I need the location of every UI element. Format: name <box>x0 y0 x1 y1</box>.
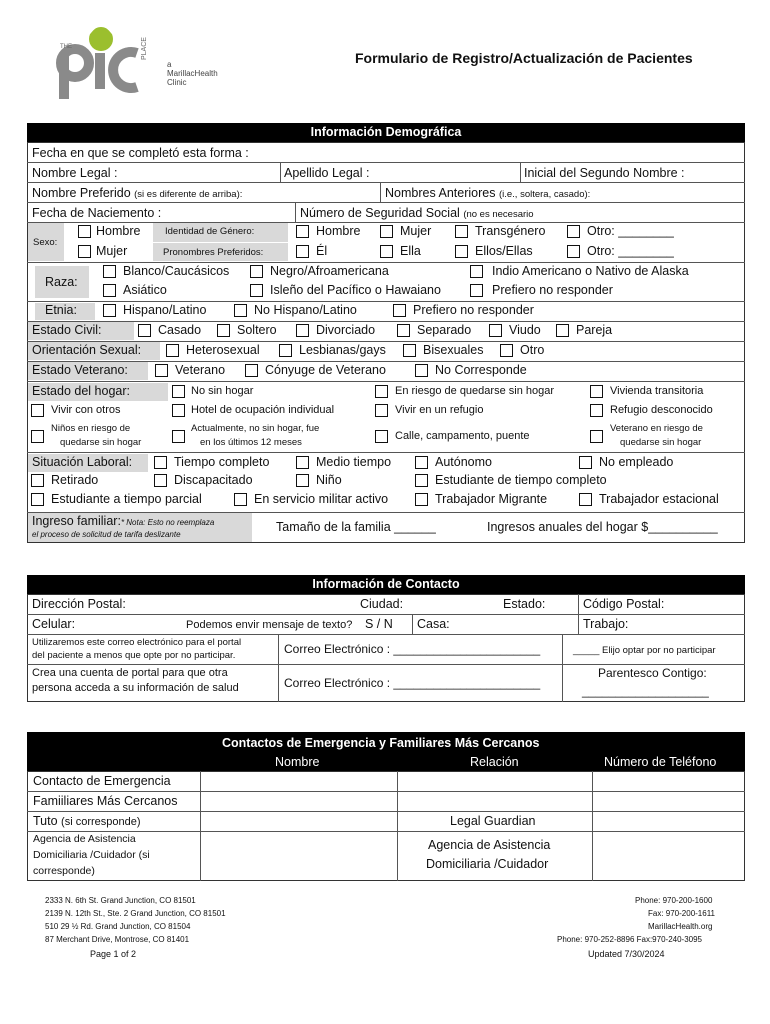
civil-viudo-checkbox[interactable] <box>489 324 502 337</box>
vet-vet-label: Veterano <box>175 363 226 377</box>
sexo-hombre-checkbox[interactable] <box>78 225 91 238</box>
hogar-vivtrans-label: Vivienda transitoria <box>610 385 704 397</box>
vet-nocor-label: No Corresponde <box>435 363 527 377</box>
logo-clinic-2: Clinic <box>167 78 187 87</box>
apellido-legal-label: Apellido Legal : <box>284 166 370 180</box>
etnia-label: Etnia: <box>45 303 77 317</box>
ssn-label: Número de Seguridad Social (no es necesario <box>300 206 534 220</box>
nombre-preferido-label: Nombre Preferido (si es diferente de arriba): <box>32 186 243 200</box>
demographic-header: Información Demográfica <box>27 123 745 142</box>
civil-casado-checkbox[interactable] <box>138 324 151 337</box>
correo-2[interactable]: Correo Electrónico : ______________________ <box>284 676 541 690</box>
row-tutor: Tuto (si corresponde) <box>33 814 141 828</box>
lab-disc-label: Discapacitado <box>174 473 253 487</box>
row-agencia-relacion-2: Domiciliaria /Cuidador <box>426 857 549 871</box>
lab-nino-label: Niño <box>316 473 342 487</box>
vet-cony-checkbox[interactable] <box>245 364 258 377</box>
lab-auto-label: Autónomo <box>435 455 492 469</box>
casa-label: Casa: <box>417 617 450 631</box>
raza-negro-label: Negro/Afroamericana <box>270 264 389 278</box>
hogar-hotel-checkbox[interactable] <box>172 404 185 417</box>
pron-ella-label: Ella <box>400 244 421 258</box>
raza-asiatico-label: Asiático <box>123 283 167 297</box>
civil-sep-label: Separado <box>417 323 472 337</box>
civil-pareja-checkbox[interactable] <box>556 324 569 337</box>
hogar-calle-checkbox[interactable] <box>375 430 388 443</box>
raza-negro-checkbox[interactable] <box>250 265 263 278</box>
orientacion-label: Orientación Sexual: <box>32 343 142 357</box>
cuenta-note-2: persona acceda a su información de salud <box>32 682 239 694</box>
civil-casado-label: Casado <box>158 323 202 337</box>
laboral-label: Situación Laboral: <box>32 455 133 469</box>
pron-el-checkbox[interactable] <box>296 245 309 258</box>
orient-otro-label: Otro <box>520 343 545 357</box>
contact-header: Información de Contacto <box>27 575 745 594</box>
codigo-label: Código Postal: <box>583 597 665 611</box>
civil-viudo-label: Viudo <box>509 323 541 337</box>
sexo-hombre-label: Hombre <box>96 224 141 238</box>
row-familiares: Famiiliares Más Cercanos <box>33 794 178 808</box>
hogar-calle-label: Calle, campamento, puente <box>395 430 530 442</box>
ciudad-label: Ciudad: <box>360 597 404 611</box>
civil-div-checkbox[interactable] <box>296 324 309 337</box>
etnia-hisp-checkbox[interactable] <box>103 304 116 317</box>
footer-fax: Fax: 970-200-1611 <box>648 909 716 918</box>
pron-el-label: Él <box>316 244 328 258</box>
col-nombre: Nombre <box>275 755 320 769</box>
lab-estp-checkbox[interactable] <box>31 493 44 506</box>
footer-address-1: 2333 N. 6th St. Grand Junction, CO 81501 <box>45 896 196 905</box>
lab-migr-label: Trabajador Migrante <box>435 492 548 506</box>
lab-migr-checkbox[interactable] <box>415 493 428 506</box>
veterano-label: Estado Veterano: <box>32 363 128 377</box>
genero-otro-checkbox[interactable] <box>567 225 580 238</box>
footer-phone: Phone: 970-200-1600 <box>635 896 713 905</box>
cuenta-note-1: Crea una cuenta de portal para que otra <box>32 667 228 679</box>
lab-disc-checkbox[interactable] <box>154 474 167 487</box>
col-relacion: Relación <box>470 755 519 769</box>
trabajo-label: Trabajo: <box>583 617 629 631</box>
hogar-refugio-checkbox[interactable] <box>375 404 388 417</box>
raza-isleno-checkbox[interactable] <box>250 284 263 297</box>
etnia-prefiero-label: Prefiero no responder <box>413 303 534 317</box>
hogar-actual-label-2: en los últimos 12 meses <box>200 437 302 448</box>
estado-label: Estado: <box>503 597 546 611</box>
row-tutor-relacion: Legal Guardian <box>450 814 536 828</box>
page-title: Formulario de Registro/Actualización de Pacientes <box>355 50 693 66</box>
orient-bi-checkbox[interactable] <box>403 344 416 357</box>
correo-1[interactable]: Correo Electrónico : ______________________ <box>284 642 541 656</box>
col-telefono: Número de Teléfono <box>604 755 717 769</box>
parentesco-line[interactable]: ___________________ <box>582 684 709 698</box>
lab-estac-label: Trabajador estacional <box>599 492 719 506</box>
civil-sep-checkbox[interactable] <box>397 324 410 337</box>
row-agencia-2: Domiciliaria /Cuidador (si <box>33 849 150 861</box>
ingreso-label: Ingreso familiar:* Nota: Esto no reemplaza <box>32 514 215 528</box>
ingreso-note-2: el proceso de solicitud de tarifa deslizante <box>32 530 181 539</box>
logo-a: a <box>167 60 172 69</box>
pron-ella-checkbox[interactable] <box>380 245 393 258</box>
civil-div-label: Divorciado <box>316 323 376 337</box>
lab-esttc-checkbox[interactable] <box>415 474 428 487</box>
hogar-refugio-label: Vivir en un refugio <box>395 404 484 416</box>
email-note-1: Utilizaremos este correo electrónico para el portal <box>32 637 242 648</box>
lab-estp-label: Estudiante a tiempo parcial <box>51 492 202 506</box>
pron-otro-checkbox[interactable] <box>567 245 580 258</box>
raza-prefiero-checkbox[interactable] <box>470 284 483 297</box>
genero-trans-checkbox[interactable] <box>455 225 468 238</box>
hogar-label: Estado del hogar: <box>32 384 130 398</box>
genero-hombre-label: Hombre <box>316 224 361 238</box>
orient-lesb-checkbox[interactable] <box>279 344 292 357</box>
civil-pareja-label: Pareja <box>576 323 613 337</box>
hogar-ninos-label-1: Niños en riesgo de <box>51 423 131 434</box>
elijo-optout[interactable]: _____ Elijo optar por no participar <box>573 645 716 656</box>
orient-otro-checkbox[interactable] <box>500 344 513 357</box>
civil-label: Estado Civil: <box>32 323 102 337</box>
lab-noemp-checkbox[interactable] <box>579 456 592 469</box>
email-note-2: del paciente a menos que opte por no participar. <box>32 650 236 661</box>
raza-blanco-label: Blanco/Caucásicos <box>123 264 230 278</box>
hogar-nosin-checkbox[interactable] <box>172 385 185 398</box>
lab-estac-checkbox[interactable] <box>579 493 592 506</box>
pron-ellos-label: Ellos/Ellas <box>475 244 533 258</box>
orient-hetero-label: Heterosexual <box>186 343 260 357</box>
nombre-legal-label: Nombre Legal : <box>32 166 118 180</box>
emergency-title: Contactos de Emergencia y Familiares Más Cercanos <box>222 736 540 750</box>
lab-mt-label: Medio tiempo <box>316 455 392 469</box>
parentesco-label: Parentesco Contigo: <box>598 666 707 680</box>
genero-mujer-checkbox[interactable] <box>380 225 393 238</box>
sexo-mujer-label: Mujer <box>96 244 128 258</box>
logo-place: PLACE <box>141 37 148 60</box>
page-number: Page 1 of 2 <box>90 949 137 959</box>
hogar-nosin-label: No sin hogar <box>191 385 254 397</box>
nombres-anteriores-label: Nombres Anteriores (i.e., soltera, casado): <box>385 186 591 200</box>
row-agencia-3: corresponde) <box>33 865 95 877</box>
orient-hetero-checkbox[interactable] <box>166 344 179 357</box>
footer-montrose: Phone: 970-252-8896 Fax:970-240-3095 <box>557 935 702 944</box>
lab-ret-label: Retirado <box>51 473 99 487</box>
vet-vet-checkbox[interactable] <box>155 364 168 377</box>
lab-tc-checkbox[interactable] <box>154 456 167 469</box>
footer-address-3: 510 29 ½ Rd. Grand Junction, CO 81504 <box>45 922 191 931</box>
lab-mil-checkbox[interactable] <box>234 493 247 506</box>
orient-bi-label: Bisexuales <box>423 343 484 357</box>
hogar-riesgo-checkbox[interactable] <box>375 385 388 398</box>
lab-ret-checkbox[interactable] <box>31 474 44 487</box>
lab-noemp-label: No empleado <box>599 455 674 469</box>
footer-updated: Updated 7/30/2024 <box>588 949 665 959</box>
lab-mt-checkbox[interactable] <box>296 456 309 469</box>
texto-sn[interactable]: S / N <box>365 617 393 631</box>
identidad-label: Identidad de Género: <box>165 226 255 237</box>
etnia-prefiero-checkbox[interactable] <box>393 304 406 317</box>
celular-label: Celular: <box>32 617 76 631</box>
genero-mujer-label: Mujer <box>400 224 432 238</box>
etnia-nohisp-label: No Hispano/Latino <box>254 303 357 317</box>
row-contacto-emergencia: Contacto de Emergencia <box>33 774 171 788</box>
hogar-actual-label-1: Actualmente, no sin hogar, fue <box>191 423 320 434</box>
genero-otro-label: Otro: ________ <box>587 224 674 238</box>
row-agencia-relacion-1: Agencia de Asistencia <box>428 838 551 852</box>
hogar-ninos-label-2: quedarse sin hogar <box>60 437 142 448</box>
lab-mil-label: En servicio militar activo <box>254 492 389 506</box>
row-agencia-1: Agencia de Asistencia <box>33 833 136 845</box>
vet-nocor-checkbox[interactable] <box>415 364 428 377</box>
ingresos-anuales: Ingresos anuales del hogar $__________ <box>487 520 718 534</box>
hogar-ninos-checkbox[interactable] <box>31 430 44 443</box>
vet-cony-label: Cónyuge de Veterano <box>265 363 386 377</box>
footer-address-4: 87 Merchant Drive, Montrose, CO 81401 <box>45 935 190 944</box>
pronombres-label: Pronombres Preferidos: <box>163 247 264 258</box>
pron-ellos-checkbox[interactable] <box>455 245 468 258</box>
inicial-label: Inicial del Segundo Nombre : <box>524 166 685 180</box>
hogar-vivtrans-checkbox[interactable] <box>590 385 603 398</box>
etnia-hisp-label: Hispano/Latino <box>123 303 207 317</box>
texto-question: Podemos envir mensaje de texto? <box>186 619 353 631</box>
hogar-otros-checkbox[interactable] <box>31 404 44 417</box>
raza-indio-checkbox[interactable] <box>470 265 483 278</box>
sexo-mujer-checkbox[interactable] <box>78 245 91 258</box>
raza-asiatico-checkbox[interactable] <box>103 284 116 297</box>
raza-prefiero-label: Prefiero no responder <box>492 283 613 297</box>
lab-esttc-label: Estudiante de tiempo completo <box>435 473 607 487</box>
tamano-familia: Tamaño de la familia ______ <box>276 520 436 534</box>
logo-the: THE <box>60 44 72 50</box>
direccion-label: Dirección Postal: <box>32 597 126 611</box>
logo-clinic-1: MarillacHealth <box>167 69 218 78</box>
hogar-hotel-label: Hotel de ocupación individual <box>191 404 335 416</box>
orient-lesb-label: Lesbianas/gays <box>299 343 386 357</box>
lab-nino-checkbox[interactable] <box>296 474 309 487</box>
hogar-vetr-checkbox[interactable] <box>590 430 603 443</box>
hogar-vetr-label-1: Veterano en riesgo de <box>610 423 703 434</box>
genero-trans-label: Transgénero <box>475 224 546 238</box>
sexo-label: Sexo: <box>33 237 58 248</box>
footer-address-2: 2139 N. 12th St., Ste. 2 Grand Junction, CO 81501 <box>45 909 226 918</box>
raza-isleno-label: Isleño del Pacífico o Hawaiano <box>270 283 441 297</box>
raza-blanco-checkbox[interactable] <box>103 265 116 278</box>
lab-auto-checkbox[interactable] <box>415 456 428 469</box>
civil-soltero-label: Soltero <box>237 323 277 337</box>
hogar-otros-label: Vivir con otros <box>51 404 121 416</box>
hogar-actual-checkbox[interactable] <box>172 430 185 443</box>
fecha-nacimiento-label: Fecha de Naciemento : <box>32 206 162 220</box>
hogar-riesgo-label: En riesgo de quedarse sin hogar <box>395 385 554 397</box>
raza-label: Raza: <box>45 275 78 289</box>
hogar-vetr-label-2: quedarse sin hogar <box>620 437 702 448</box>
genero-hombre-checkbox[interactable] <box>296 225 309 238</box>
footer-web: MarillacHealth.org <box>648 922 713 931</box>
lab-tc-label: Tiempo completo <box>174 455 270 469</box>
civil-soltero-checkbox[interactable] <box>217 324 230 337</box>
hogar-refdesc-label: Refugio desconocido <box>610 404 713 416</box>
hogar-refdesc-checkbox[interactable] <box>590 404 603 417</box>
fecha-completo-label: Fecha en que se completó esta forma : <box>32 146 249 160</box>
raza-indio-label: Indio Americano o Nativo de Alaska <box>492 264 689 278</box>
pron-otro-label: Otro: ________ <box>587 244 674 258</box>
etnia-nohisp-checkbox[interactable] <box>234 304 247 317</box>
